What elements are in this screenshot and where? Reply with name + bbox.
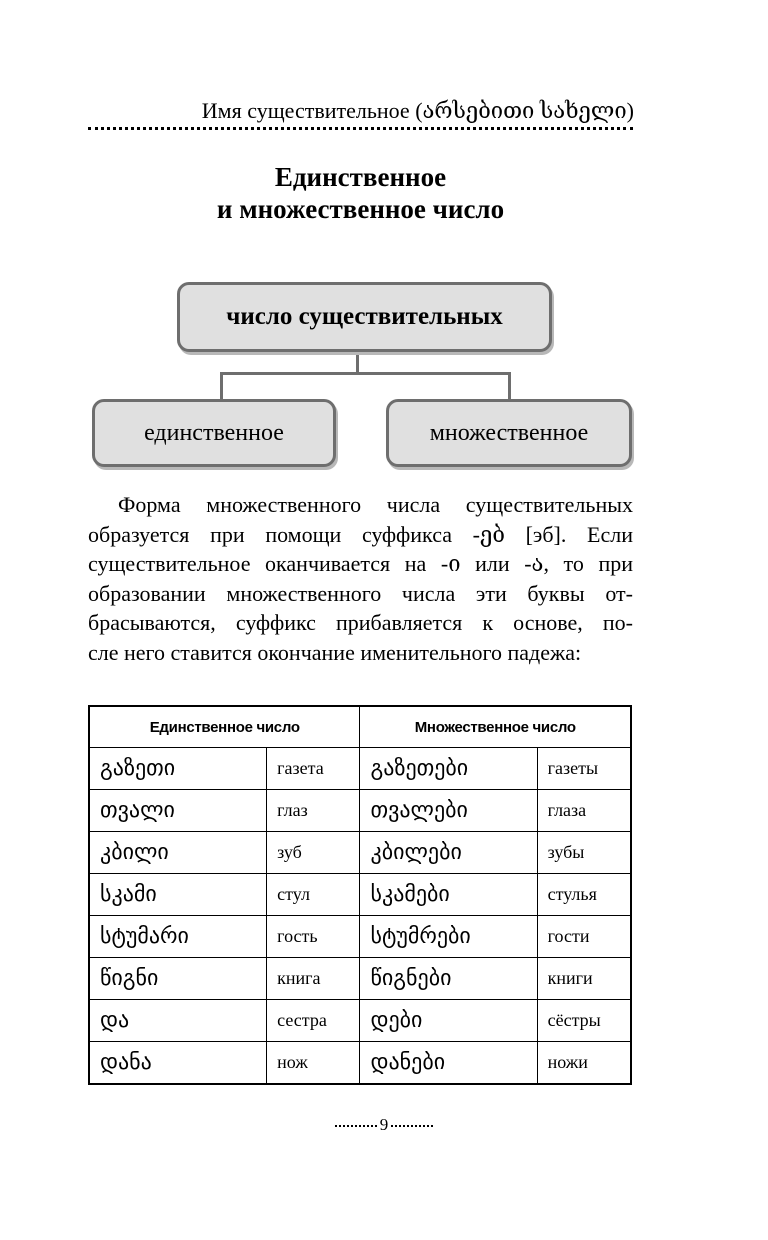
plural-georgian-cell: დები (360, 1000, 537, 1042)
plural-georgian-cell: გაზეთები (360, 748, 537, 790)
singular-georgian-cell: და (89, 1000, 267, 1042)
plural-forms-table (88, 705, 632, 1085)
plural-russian-cell: газеты (537, 748, 631, 790)
paragraph-line: образовании множественного числа эти буквы от- (88, 580, 633, 606)
singular-russian-cell: книга (267, 958, 360, 1000)
plural-georgian-cell: თვალები (360, 790, 537, 832)
table-row (89, 874, 631, 916)
singular-russian-cell: газета (267, 748, 360, 790)
connector-stem (356, 352, 359, 373)
number-diagram (0, 0, 768, 480)
diagram-plural-box: множественное (386, 399, 632, 467)
singular-georgian-cell: წიგნი (89, 958, 267, 1000)
singular-georgian-cell: სტუმარი (89, 916, 267, 958)
header-plural: Множественное число (360, 706, 631, 748)
plural-russian-cell: гости (537, 916, 631, 958)
table-row (89, 1000, 631, 1042)
footer-dots-left (335, 1125, 377, 1127)
section-heading-line-2: и множественное число (216, 194, 505, 224)
plural-georgian-cell: სკამები (360, 874, 537, 916)
table-row (89, 958, 631, 1000)
plural-russian-cell: сёстры (537, 1000, 631, 1042)
table-row (89, 748, 631, 790)
singular-russian-cell: стул (267, 874, 360, 916)
singular-georgian-cell: გაზეთი (89, 748, 267, 790)
page-footer (0, 1115, 768, 1135)
plural-georgian-cell: დანები (360, 1042, 537, 1085)
running-header: Имя существительное (არსებითი სახელი) (201, 98, 634, 123)
header-singular: Единственное число (89, 706, 360, 748)
diagram-singular-box: единственное (92, 399, 336, 467)
singular-russian-cell: нож (267, 1042, 360, 1085)
connector-bar (220, 372, 511, 375)
page-number: 9 (379, 1115, 389, 1134)
plural-georgian-cell: კბილები (360, 832, 537, 874)
singular-georgian-cell: კბილი (89, 832, 267, 874)
table-row (89, 832, 631, 874)
diagram-root-box: число существительных (177, 282, 552, 352)
singular-georgian-cell: სკამი (89, 874, 267, 916)
plural-russian-cell: глаза (537, 790, 631, 832)
rule-paragraph (88, 490, 633, 667)
singular-russian-cell: сестра (267, 1000, 360, 1042)
table-row (89, 790, 631, 832)
connector-left (220, 372, 223, 399)
table-row (89, 1042, 631, 1085)
paragraph-line: брасываются, суффикс прибавляется к основе, по- (88, 610, 633, 635)
plural-russian-cell: ножи (537, 1042, 631, 1085)
singular-russian-cell: зуб (267, 832, 360, 874)
singular-russian-cell: гость (267, 916, 360, 958)
connector-right (508, 372, 511, 399)
plural-georgian-cell: სტუმრები (360, 916, 537, 958)
singular-georgian-cell: დანა (89, 1042, 267, 1085)
table-row (89, 916, 631, 958)
footer-dots-right (391, 1125, 433, 1127)
singular-georgian-cell: თვალი (89, 790, 267, 832)
paragraph-line: Форма множественного числа существительных (118, 492, 633, 517)
plural-georgian-cell: წიგნები (360, 958, 537, 1000)
plural-russian-cell: зубы (537, 832, 631, 874)
plural-russian-cell: стулья (537, 874, 631, 916)
paragraph-line: сле него ставится окончание именительного падежа: (88, 639, 582, 665)
section-heading-line-1: Единственное (274, 162, 447, 192)
table-header-row (89, 706, 631, 748)
plural-russian-cell: книги (537, 958, 631, 1000)
paragraph-line: образуется при помощи суффикса -ებ [эб]. Если (88, 521, 633, 547)
singular-russian-cell: глаз (267, 790, 360, 832)
paragraph-line: существительное оканчивается на -ი или -ა, то при (88, 551, 633, 576)
